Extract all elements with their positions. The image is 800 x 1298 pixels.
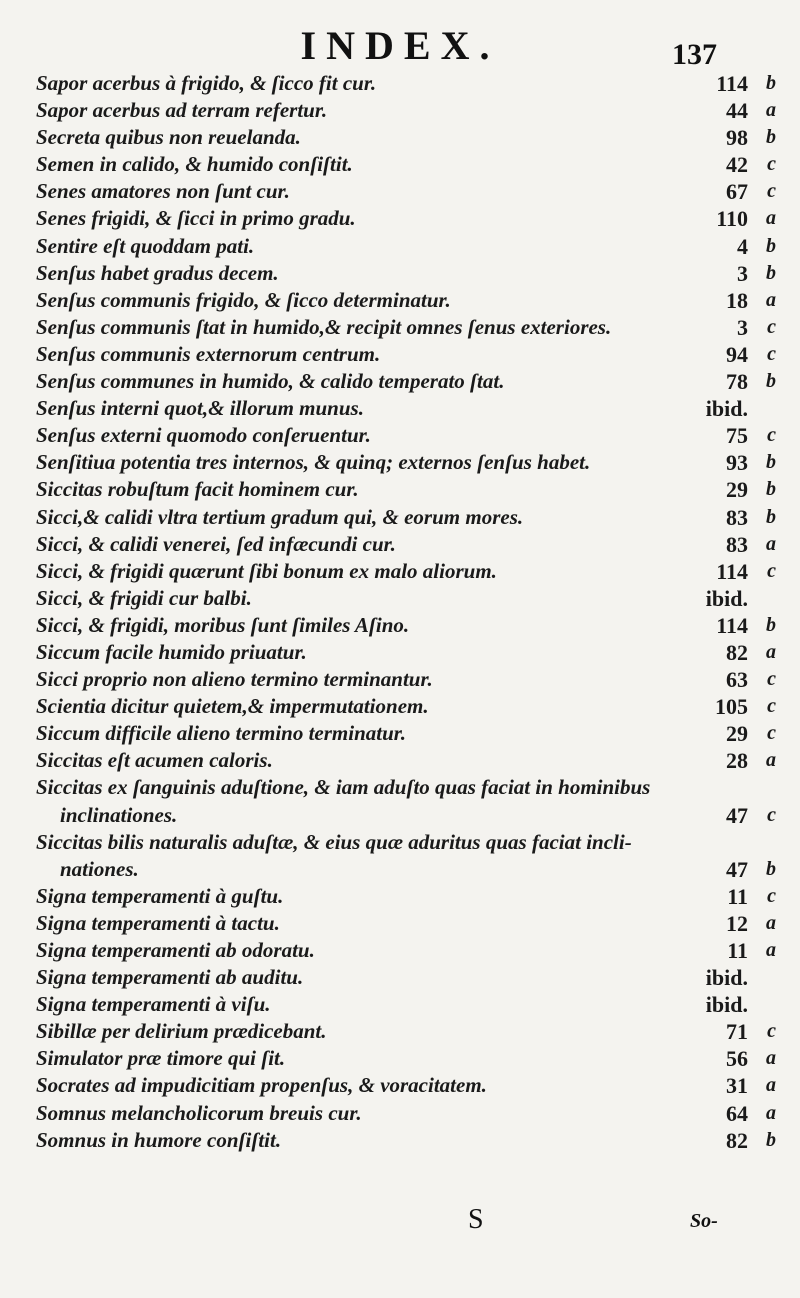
entry-column-letter: a <box>766 749 776 772</box>
entry-page-number: 47 <box>726 802 748 828</box>
entry-column-letter: c <box>767 884 776 907</box>
entry-column-letter: b <box>766 72 776 94</box>
entry-page-number: 114 <box>716 612 748 638</box>
entry-column-letter: b <box>766 505 776 528</box>
entry-text: Signa temperamenti à viſu. <box>36 992 271 1017</box>
entry-text: Socrates ad impudicitiam propenſus, & voracitatem. <box>36 1073 487 1098</box>
entry-page-number: 75 <box>726 423 748 449</box>
index-entry <box>36 639 776 666</box>
entry-column-letter: b <box>766 234 776 257</box>
index-entry <box>36 341 776 368</box>
entry-page-number: 110 <box>716 206 748 232</box>
index-entry <box>36 151 776 178</box>
entry-page-number: 94 <box>726 341 748 367</box>
entry-column-letter: c <box>767 342 776 365</box>
index-entry <box>36 314 776 341</box>
entry-column-letter: a <box>766 288 776 311</box>
entry-column-letter: b <box>766 857 776 880</box>
entry-page-number: 29 <box>726 477 748 503</box>
entry-text: Siccitas eſt acumen caloris. <box>36 748 273 773</box>
entry-text: Senes amatores non ſunt cur. <box>36 179 290 204</box>
entry-page-number: 29 <box>726 721 748 747</box>
entry-page-number: 31 <box>726 1073 748 1099</box>
index-entry <box>36 1127 776 1154</box>
entry-page-number: 3 <box>737 314 748 340</box>
entry-column-letter: c <box>767 695 776 718</box>
index-entries <box>36 70 776 1154</box>
entry-column-letter: a <box>766 640 776 663</box>
entry-text: Senſus communes in humido, & calido temperato ſtat. <box>36 369 505 394</box>
entry-column-letter: c <box>767 315 776 338</box>
entry-text: Siccitas robuſtum facit hominem cur. <box>36 477 359 502</box>
catchword: So- <box>690 1210 718 1232</box>
entry-page-number: 93 <box>726 450 748 476</box>
index-entry <box>36 964 776 991</box>
entry-column-letter: b <box>766 126 776 149</box>
index-entry <box>36 1045 776 1072</box>
entry-page-number: 98 <box>726 125 748 151</box>
index-entry <box>36 205 776 232</box>
index-entry <box>36 476 776 503</box>
entry-page-number: 11 <box>727 938 748 963</box>
index-entry <box>36 585 776 612</box>
index-entry <box>36 666 776 693</box>
index-entry <box>36 612 776 639</box>
index-entry <box>36 991 776 1018</box>
entry-text: Siccitas ex ſanguinis aduſtione, & iam aduſto quas faciat in hominibus <box>36 775 651 800</box>
entry-text: Scientia dicitur quietem,& impermutationem. <box>36 694 429 719</box>
entry-text: Senſus habet gradus decem. <box>36 260 279 285</box>
entry-column-letter: b <box>766 1128 776 1151</box>
entry-column-letter: c <box>767 1020 776 1043</box>
entry-column-letter: a <box>766 1047 776 1070</box>
entry-page-number: 42 <box>726 152 748 178</box>
entry-column-letter: b <box>766 370 776 393</box>
index-entry <box>36 1100 776 1127</box>
entry-text: Senſus externi quomodo conſeruentur. <box>36 423 371 448</box>
entry-text: Senes frigidi, & ſicci in primo gradu. <box>36 206 356 231</box>
entry-page-number: ibid. <box>705 585 748 611</box>
entry-page-number: 11 <box>727 883 748 909</box>
entry-page-number: ibid. <box>705 992 748 1018</box>
entry-page-number: 114 <box>716 558 748 584</box>
entry-text: Somnus in humore conſiſtit. <box>36 1127 282 1152</box>
entry-text: Sapor acerbus à frigido, & ſicco fit cur. <box>36 71 377 95</box>
index-entry <box>36 368 776 395</box>
index-entry <box>36 260 776 287</box>
entry-page-number: 4 <box>737 233 748 259</box>
index-entry <box>36 395 776 422</box>
entry-column-letter: c <box>767 722 776 745</box>
entry-column-letter: a <box>766 99 776 122</box>
entry-column-letter: c <box>767 424 776 447</box>
index-entry <box>36 1072 776 1099</box>
entry-column-letter: b <box>766 451 776 474</box>
entry-column-letter: b <box>766 613 776 636</box>
entry-text: Sicci, & frigidi quærunt ſibi bonum ex malo aliorum. <box>36 558 497 583</box>
entry-column-letter: b <box>766 478 776 501</box>
entry-page-number: 83 <box>726 504 748 530</box>
entry-column-letter: a <box>766 1101 776 1124</box>
index-entry <box>36 531 776 558</box>
entry-page-number: 114 <box>716 71 748 96</box>
entry-text: Secreta quibus non reuelanda. <box>36 125 301 150</box>
entry-text: Senſus communis externorum centrum. <box>36 341 381 366</box>
entry-column-letter: c <box>767 180 776 203</box>
index-entry <box>36 449 776 476</box>
entry-text: Sicci proprio non alieno termino terminantur. <box>36 667 433 692</box>
entry-page-number: 18 <box>726 287 748 313</box>
entry-text: Senſus communis ſtat in humido,& recipit omnes ſenus exteriores. <box>36 314 612 339</box>
entry-column-letter: c <box>767 153 776 176</box>
index-entry <box>36 70 776 97</box>
index-entry <box>36 504 776 531</box>
entry-text: Siccitas bilis naturalis aduſtæ, & eius quæ aduritus quas faciat incli- <box>36 829 632 854</box>
entry-text: Siccum facile humido priuatur. <box>36 639 307 664</box>
index-entry <box>36 774 776 801</box>
index-entry <box>36 422 776 449</box>
entry-text: Senſus communis frigido, & ſicco determinatur. <box>36 287 451 312</box>
entry-text: Senſus interni quot,& illorum munus. <box>36 396 364 421</box>
entry-text: Sicci,& calidi vltra tertium gradum qui, & eorum mores. <box>36 504 524 529</box>
entry-page-number: 82 <box>726 639 748 665</box>
entry-page-number: 64 <box>726 1100 748 1126</box>
entry-page-number: 44 <box>726 98 748 124</box>
entry-column-letter: c <box>767 668 776 691</box>
index-entry <box>36 856 776 883</box>
index-entry <box>36 233 776 260</box>
entry-text: Somnus melancholicorum breuis cur. <box>36 1100 362 1125</box>
index-entry <box>36 287 776 314</box>
entry-text: Sicci, & frigidi, moribus ſunt ſimiles Aſino. <box>36 612 410 637</box>
entry-page-number: 63 <box>726 667 748 693</box>
index-entry <box>36 720 776 747</box>
index-entry <box>36 747 776 774</box>
index-entry <box>36 693 776 720</box>
entry-page-number: 78 <box>726 369 748 395</box>
entry-text: nationes. <box>60 856 139 881</box>
index-entry <box>36 1018 776 1045</box>
entry-page-number: 83 <box>726 531 748 557</box>
entry-page-number: 71 <box>726 1019 748 1045</box>
entry-text: Sapor acerbus ad terram refertur. <box>36 98 328 123</box>
entry-text: Signa temperamenti à guſtu. <box>36 883 284 908</box>
entry-page-number: 3 <box>737 260 748 286</box>
entry-column-letter: c <box>767 803 776 826</box>
entry-column-letter: a <box>766 207 776 230</box>
entry-column-letter: a <box>766 532 776 555</box>
index-entry <box>36 802 776 829</box>
entry-page-number: 28 <box>726 748 748 774</box>
entry-page-number: ibid. <box>705 965 748 991</box>
entry-text: Sicci, & frigidi cur balbi. <box>36 585 252 610</box>
entry-text: inclinationes. <box>60 802 178 827</box>
signature-mark: S <box>468 1204 484 1235</box>
index-entry <box>36 558 776 585</box>
entry-page-number: 67 <box>726 179 748 205</box>
page-title: INDEX. <box>300 23 500 68</box>
entry-text: Signa temperamenti ab auditu. <box>36 965 304 990</box>
entry-text: Simulator præ timore qui ſit. <box>36 1046 286 1071</box>
entry-page-number: ibid. <box>705 396 748 422</box>
entry-page-number: 12 <box>726 910 748 936</box>
entry-text: Signa temperamenti à tactu. <box>36 910 280 935</box>
entry-text: Sibillæ per delirium prædicebant. <box>36 1019 327 1044</box>
index-entry <box>36 883 776 910</box>
entry-text: Signa temperamenti ab odoratu. <box>36 938 315 962</box>
entry-page-number: 82 <box>726 1127 748 1153</box>
entry-column-letter: a <box>766 939 776 961</box>
entry-column-letter: b <box>766 261 776 284</box>
index-entry <box>36 178 776 205</box>
page-number: 137 <box>672 38 717 71</box>
entry-text: Siccum difficile alieno termino terminatur. <box>36 721 407 746</box>
entry-text: Sicci, & calidi venerei, ſed infæcundi cur. <box>36 531 396 556</box>
entry-page-number: 47 <box>726 856 748 882</box>
entry-column-letter: a <box>766 1074 776 1097</box>
index-entry <box>36 937 776 964</box>
entry-text: Sentire eſt quoddam pati. <box>36 233 255 258</box>
index-entry <box>36 97 776 124</box>
entry-page-number: 105 <box>715 694 748 720</box>
entry-column-letter: a <box>766 911 776 934</box>
entry-page-number: 56 <box>726 1046 748 1072</box>
index-entry <box>36 124 776 151</box>
entry-column-letter: c <box>767 559 776 582</box>
entry-text: Senſitiua potentia tres internos, & quinq; externos ſenſus habet. <box>36 450 591 475</box>
index-entry <box>36 910 776 937</box>
entry-text: Semen in calido, & humido conſiſtit. <box>36 152 353 177</box>
index-entry <box>36 829 776 856</box>
